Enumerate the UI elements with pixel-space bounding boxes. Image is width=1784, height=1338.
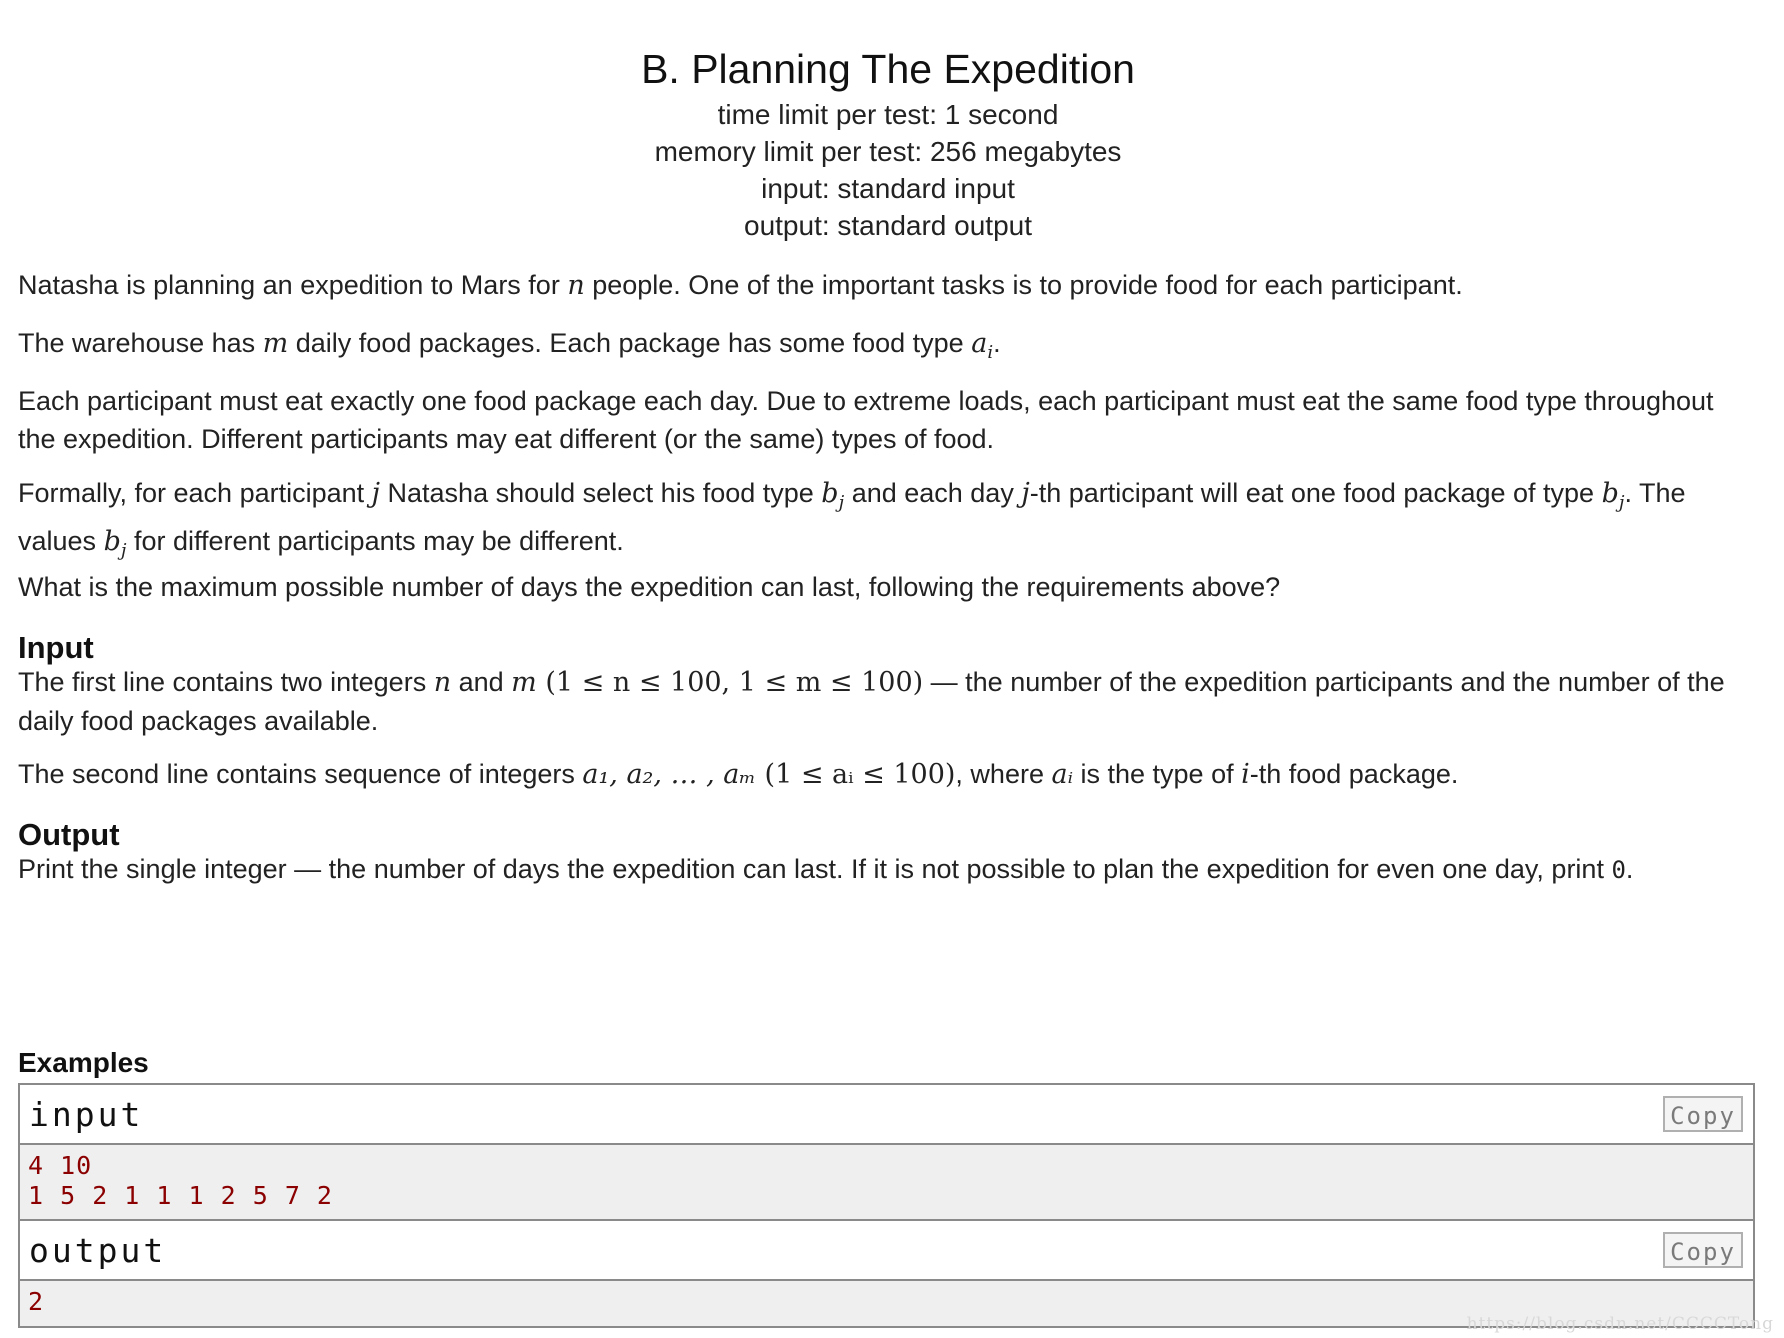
problem-title: B. Planning The Expedition	[641, 46, 1135, 92]
input-line-2: The second line contains sequence of integers a₁, a₂, … , aₘ (1 ≤ aᵢ ≤ 100), where aᵢ is the type of i-th food package.	[18, 759, 1459, 790]
copy-output-button[interactable]: Copy	[1663, 1232, 1743, 1268]
time-limit: time limit per test: 1 second	[717, 99, 1059, 130]
output-section-title: Output	[18, 817, 120, 852]
output-description: Print the single integer — the number of days the expedition can last. If it is not possible to plan the expedition for even one day, print 0.	[18, 854, 1634, 884]
statement-paragraph-1: Natasha is planning an expedition to Mars for n people. One of the important tasks is to provide food for each participant.	[18, 270, 1463, 301]
statement-paragraph-5: What is the maximum possible number of days the expedition can last, following the requirements above?	[18, 572, 1281, 602]
examples-title: Examples	[18, 1047, 149, 1078]
sample-output-label: output	[29, 1231, 167, 1270]
statement-paragraph-2: The warehouse has m daily food packages. Each package has some food type $a_i$.	[18, 328, 1001, 363]
input-file: input: standard input	[761, 173, 1015, 204]
sample-output-content: 2	[20, 1281, 1753, 1326]
sample-input-content: 4 10 1 5 2 1 1 1 2 5 7 2	[20, 1145, 1753, 1219]
memory-limit: memory limit per test: 256 megabytes	[654, 136, 1122, 167]
copy-input-button[interactable]: Copy	[1663, 1096, 1743, 1132]
statement-paragraph-3: Each participant must eat exactly one food package each day. Due to extreme loads, each participant must eat the same food type throughout the expedition. Different participants may eat different (or the same) types of food.	[18, 386, 1714, 454]
input-section-title: Input	[18, 630, 94, 665]
sample-input-label: input	[29, 1095, 144, 1134]
sample-input-block	[18, 1083, 1755, 1221]
sample-input-header	[20, 1085, 1753, 1145]
output-file: output: standard output	[744, 210, 1032, 241]
sample-output-header	[20, 1221, 1753, 1281]
statement-paragraph-4: Formally, for each participant j Natasha should select his food type $b_j$ and each day j-th participant will eat one food package of type $b_j$. The values $b_j$ for different participants may be different.	[18, 478, 1686, 561]
watermark: https://blog.csdn.net/CCCCTong	[1466, 1314, 1774, 1334]
sample-output-block	[18, 1219, 1755, 1328]
input-line-1: The first line contains two integers n and m (1 ≤ n ≤ 100, 1 ≤ m ≤ 100) — the number of the expedition participants and the number of the daily food packages available.	[18, 667, 1725, 736]
